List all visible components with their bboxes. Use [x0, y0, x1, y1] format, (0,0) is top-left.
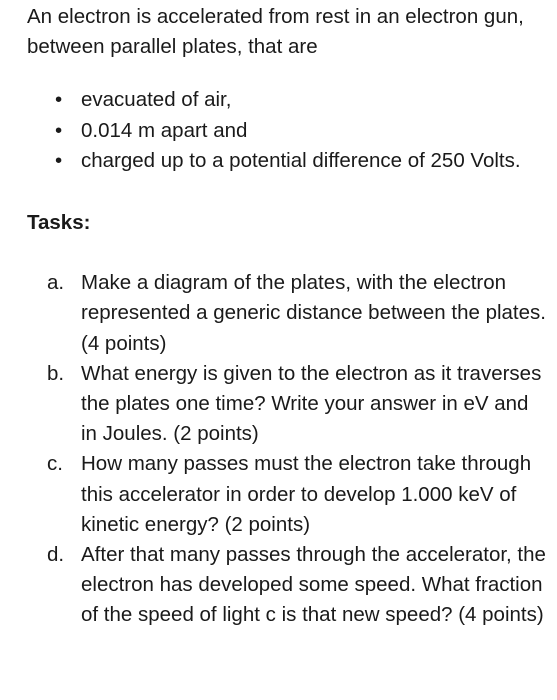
condition-text: charged up to a potential difference of 250 Volts. — [81, 148, 521, 172]
task-marker: a. — [47, 271, 65, 295]
task-text: Make a diagram of the plates, with the electron represented a generic distance between the plates. (4 points) — [81, 271, 546, 355]
task-item-c — [27, 449, 547, 540]
condition-item — [27, 116, 547, 146]
task-item-b — [27, 359, 547, 450]
problem-document — [27, 2, 547, 631]
bullet-icon: • — [55, 148, 63, 172]
condition-item — [27, 85, 547, 115]
conditions-list — [27, 85, 547, 176]
task-marker: c. — [47, 452, 63, 476]
tasks-heading: Tasks: — [27, 211, 91, 235]
task-text: How many passes must the electron take through this accelerator in order to develop 1.000 keV of kinetic energy? (2 points) — [81, 452, 532, 536]
task-item-a — [27, 268, 547, 359]
task-item-d — [27, 540, 547, 631]
bullet-icon: • — [55, 118, 63, 142]
task-marker: d. — [47, 543, 65, 567]
task-marker: b. — [47, 361, 65, 385]
condition-text: 0.014 m apart and — [81, 118, 248, 142]
condition-text: evacuated of air, — [81, 88, 232, 112]
task-text: What energy is given to the electron as it traverses the plates one time? Write your answer in eV and in Joules. (2 points) — [81, 361, 542, 446]
bullet-icon: • — [55, 88, 63, 112]
intro-paragraph: An electron is accelerated from rest in an electron gun, between parallel plates, that are — [27, 5, 524, 59]
task-text: After that many passes through the accelerator, the electron has developed some speed. What fraction of the speed of light c is that new speed? (4 points) — [81, 543, 546, 627]
condition-item — [27, 146, 547, 176]
tasks-list — [27, 268, 547, 630]
